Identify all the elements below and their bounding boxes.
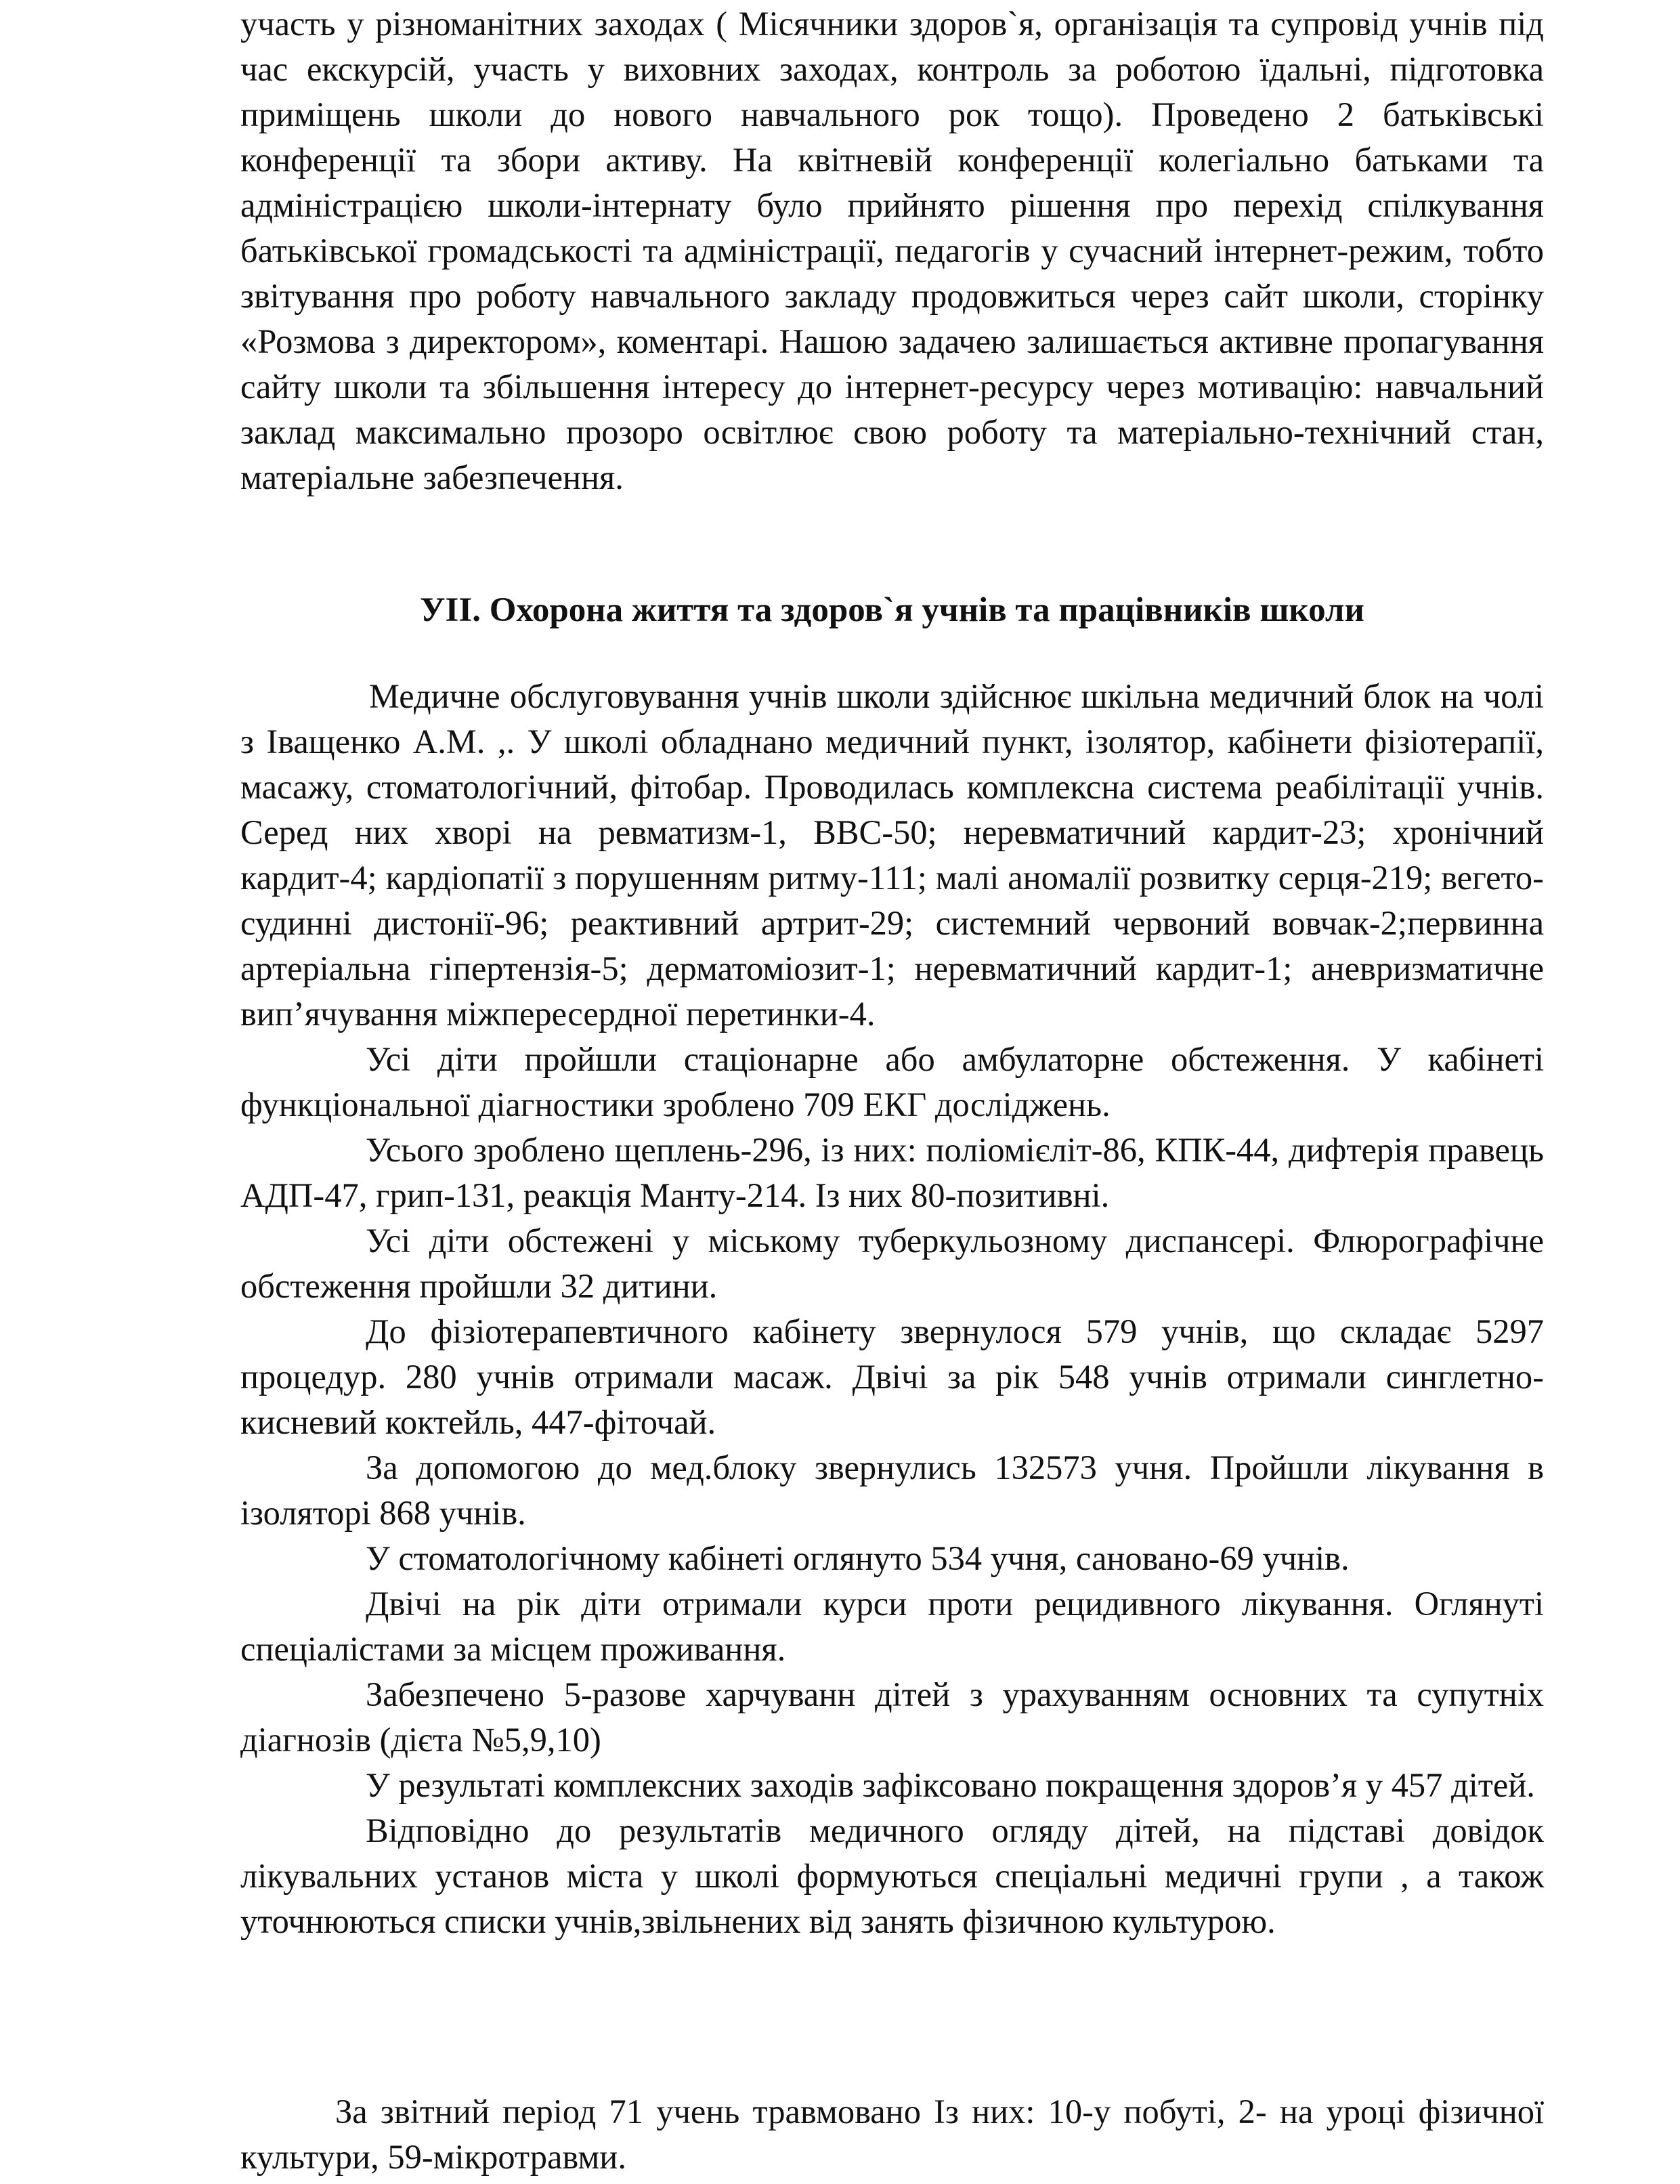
intro-paragraph: участь у різноманітних заходах ( Місячники здоров`я, організація та супровід учнів під час екскурсій, участь у виховних заходах, контроль за роботою їдальні, підготовка приміщень школи до нового навчального рок тощо). Проведено 2 батьківські конференції та збори активу. На квітневій конференції колегіально батьками та адміністрацією школи-інтернату було прийнято рішення про перехід спілкування батьківської громадськості та адміністрації, педагогів у сучасний інтернет-режим, тобто звітування про роботу навчального закладу продовжиться через сайт школи, сторінку «Розмова з директором», коментарі. Нашою задачею залишається активне пропагування сайту школи та збільшення інтересу до інтернет-ресурсу через мотивацію: навчальний заклад максимально прозоро освітлює свою роботу та матеріально-технічний стан, матеріальне забезпечення. [240, 5, 1544, 496]
paragraph-relapse-treatment: Двічі на рік діти отримали курси проти рецидивного лікування. Оглянуті спеціалістами за місцем проживання. [240, 1585, 1544, 1668]
paragraph-vaccinations: Усього зроблено щеплень-296, із них: поліомієліт-86, КПК-44, дифтерія правець АДП-47, грип-131, реакція Манту-214. Із них 80-позитивні. [240, 1131, 1544, 1214]
final-block [240, 2089, 1544, 2180]
paragraph-dentistry: У стоматологічному кабінеті оглянуто 534 учня, сановано-69 учнів. [366, 1539, 1350, 1577]
paragraph-injuries: За звітний період 71 учень травмовано Із них: 10-у побуті, 2- на уроці фізичної культури, 59-мікротравми. [240, 2093, 1544, 2176]
intro-block [240, 0, 1544, 500]
paragraph-nutrition: Забезпечено 5-разове харчуванн дітей з урахуванням основних та супутніх діагнозів (дієта №5,9,10) [240, 1675, 1544, 1759]
paragraph-medblock-visits: За допомогою до мед.блоку звернулись 132573 учня. Пройшли лікування в ізоляторі 868 учнів. [240, 1449, 1544, 1532]
paragraph-physiotherapy: До фізіотерапевтичного кабінету звернулося 579 учнів, що складає 5297 процедур. 280 учнів отримали масаж. Двічі за рік 548 учнів отримали синглетно-кисневий коктейль, 447-фіточай. [240, 1312, 1544, 1441]
paragraph-special-groups: Відповідно до результатів медичного огляду дітей, на підставі довідок лікувальних установ міста у школі формуються спеціальні медичні групи , а також уточнюються списки учнів,звільнених від занять фізичною культурою. [240, 1812, 1544, 1940]
paragraph-health-improvement: У результаті комплексних заходів зафіксовано покращення здоров’я у 457 дітей. [366, 1766, 1535, 1804]
paragraph-examinations: Усі діти пройшли стаціонарне або амбулаторне обстеження. У кабінеті функціональної діагностики зроблено 709 ЕКГ досліджень. [240, 1040, 1544, 1123]
medical-section [240, 674, 1544, 1944]
paragraph-medical-service: Медичне обслуговування учнів школи здійснює шкільна медичний блок на чолі з Іващенко А.М. ,. У школі обладнано медичний пункт, ізолятор, кабінети фізіотерапії, масажу, стоматологічний, фітобар. Проводилась комплексна система реабілітації учнів. Серед них хворі на ревматизм-1, ВВС-50; неревматичний кардит-23; хронічний кардит-4; кардіопатії з порушенням ритму-111; малі аномалії розвитку серця-219; вегето-судинні дистонії-96; реактивний артрит-29; системний червоний вовчак-2;первинна артеріальна гіпертензія-5; дерматоміозит-1; неревматичний кардит-1; аневризматичне вип’ячування міжпересердної перетинки-4. [240, 677, 1544, 1033]
section-heading: УІІ. Охорона життя та здоров`я учнів та працівників школи [420, 591, 1364, 629]
paragraph-tuberculosis: Усі діти обстежені у міському туберкульозному диспансері. Флюрографічне обстеження пройшли 32 дитини. [240, 1222, 1544, 1305]
